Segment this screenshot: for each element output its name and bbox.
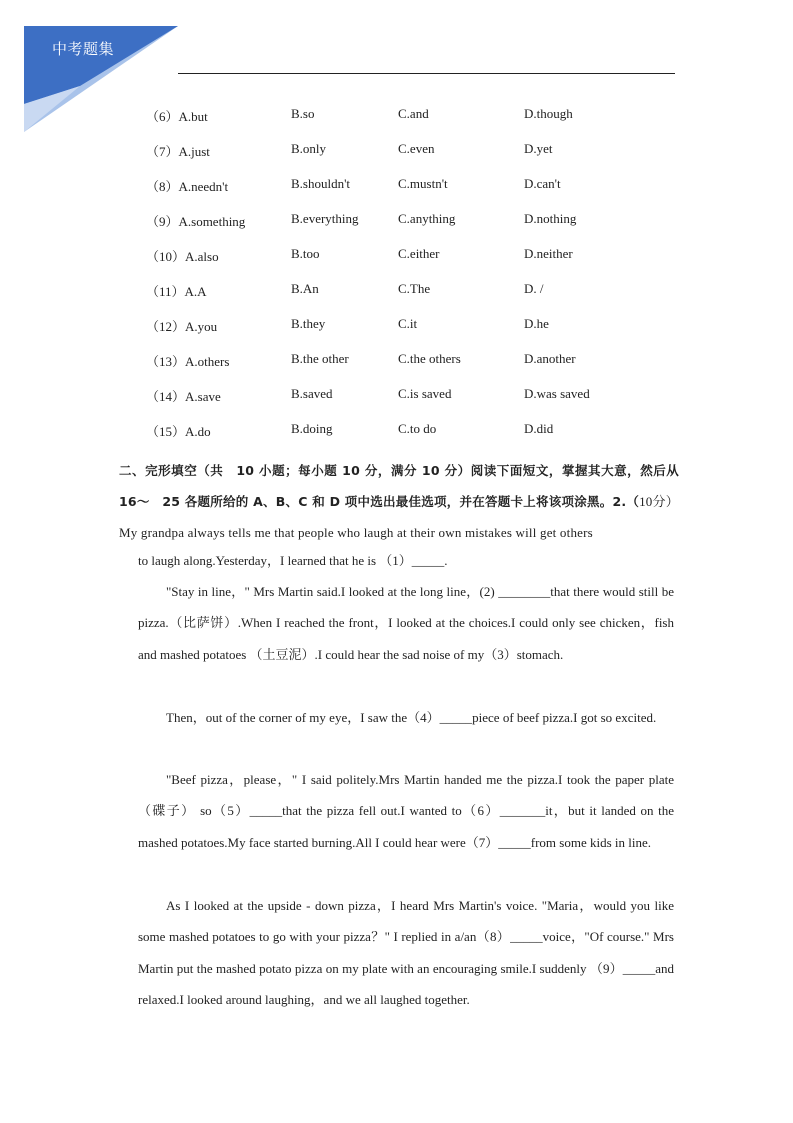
option-d: D.was saved xyxy=(524,386,590,401)
section-intro: 10分）My grandpa always tells me that people who laugh at their own mistakes will get others xyxy=(119,494,679,540)
option-c: C.mustn't xyxy=(398,176,448,191)
option-d: D. / xyxy=(524,281,544,296)
option-c: C.even xyxy=(398,141,435,156)
passage-paragraph-1: to laugh along.Yesterday，I learned that he is （1）_____. xyxy=(138,553,448,568)
passage-paragraph-3: Then，out of the corner of my eye，I saw the（4）_____piece of beef pizza.I got so excited. xyxy=(166,710,657,725)
passage-paragraph-2: "Stay in line，" Mrs Martin said.I looked at the long line，(2) ________that there would still be pizza.（比萨饼）.When I reached the front，I looked at the choices.I could only see chicken，fish and mashed potatoes （土豆泥）.I could hear the sad noise of my（3）stomach. xyxy=(138,584,674,662)
option-b: B.only xyxy=(291,141,327,156)
option-b: B.everything xyxy=(291,211,359,226)
option-d: D.neither xyxy=(524,246,573,261)
option-c: C.anything xyxy=(398,211,456,226)
header-rule xyxy=(178,73,675,74)
option-c: C.either xyxy=(398,246,440,261)
option-c: C.it xyxy=(398,316,418,331)
option-d: D.though xyxy=(524,106,573,121)
option-a: （8）A.needn't xyxy=(146,179,229,194)
option-b: B.shouldn't xyxy=(291,176,351,191)
option-d: D.another xyxy=(524,351,576,366)
passage-paragraph-5: As I looked at the upside - down pizza，I heard Mrs Martin's voice. "Maria，would you like some mashed potatoes to go with your pizza？" I replied in a/an（8）_____voice，"Of course." Mrs Martin put the mashed potato pizza on my plate with an encouraging smile.I suddenly （9）_____and relaxed.I looked around laughing，and we all laughed together. xyxy=(138,898,674,1007)
brand-title: 中考题集 xyxy=(52,40,115,58)
option-d: D.yet xyxy=(524,141,553,156)
option-c: C.is saved xyxy=(398,386,452,401)
option-c: C.The xyxy=(398,281,431,296)
option-a: （15）A.do xyxy=(146,424,211,439)
option-b: B.they xyxy=(291,316,326,331)
option-c: C.to do xyxy=(398,421,437,436)
option-b: B.saved xyxy=(291,386,333,401)
option-b: B.too xyxy=(291,246,320,261)
option-a: （10）A.also xyxy=(146,249,219,264)
option-d: D.nothing xyxy=(524,211,577,226)
option-b: B.doing xyxy=(291,421,333,436)
option-a: （11）A.A xyxy=(146,284,207,299)
option-b: B.An xyxy=(291,281,319,296)
section-heading: 二、完形填空（共 10 小题；每小题 10 分，满分 10 分）阅读下面短文，掌握其大意，然后从 16～ 25 各题所给的 A、B、C 和 D 项中选出最佳选项，并在答题卡上将该项涂黑。2.（10分）My grandpa always tells me that people who laugh at their own mistakes will get others xyxy=(119,463,679,540)
option-a: （12）A.you xyxy=(146,319,218,334)
option-d: D.did xyxy=(524,421,554,436)
option-d: D.he xyxy=(524,316,549,331)
option-a: （7）A.just xyxy=(146,144,210,159)
option-a: （6）A.but xyxy=(146,109,208,124)
option-b: B.the other xyxy=(291,351,349,366)
option-a: （13）A.others xyxy=(146,354,230,369)
option-d: D.can't xyxy=(524,176,561,191)
option-c: C.the others xyxy=(398,351,461,366)
option-a: （9）A.something xyxy=(146,214,246,229)
option-c: C.and xyxy=(398,106,429,121)
option-a: （14）A.save xyxy=(146,389,221,404)
passage-paragraph-4: "Beef pizza，please，" I said politely.Mrs Martin handed me the pizza.I took the paper plate（碟子） so（5）_____that the pizza fell out.I wanted to（6）_______it，but it landed on the mashed potatoes.My face started burning.All I could hear were（7）_____from some kids in line. xyxy=(138,772,674,850)
option-b: B.so xyxy=(291,106,315,121)
